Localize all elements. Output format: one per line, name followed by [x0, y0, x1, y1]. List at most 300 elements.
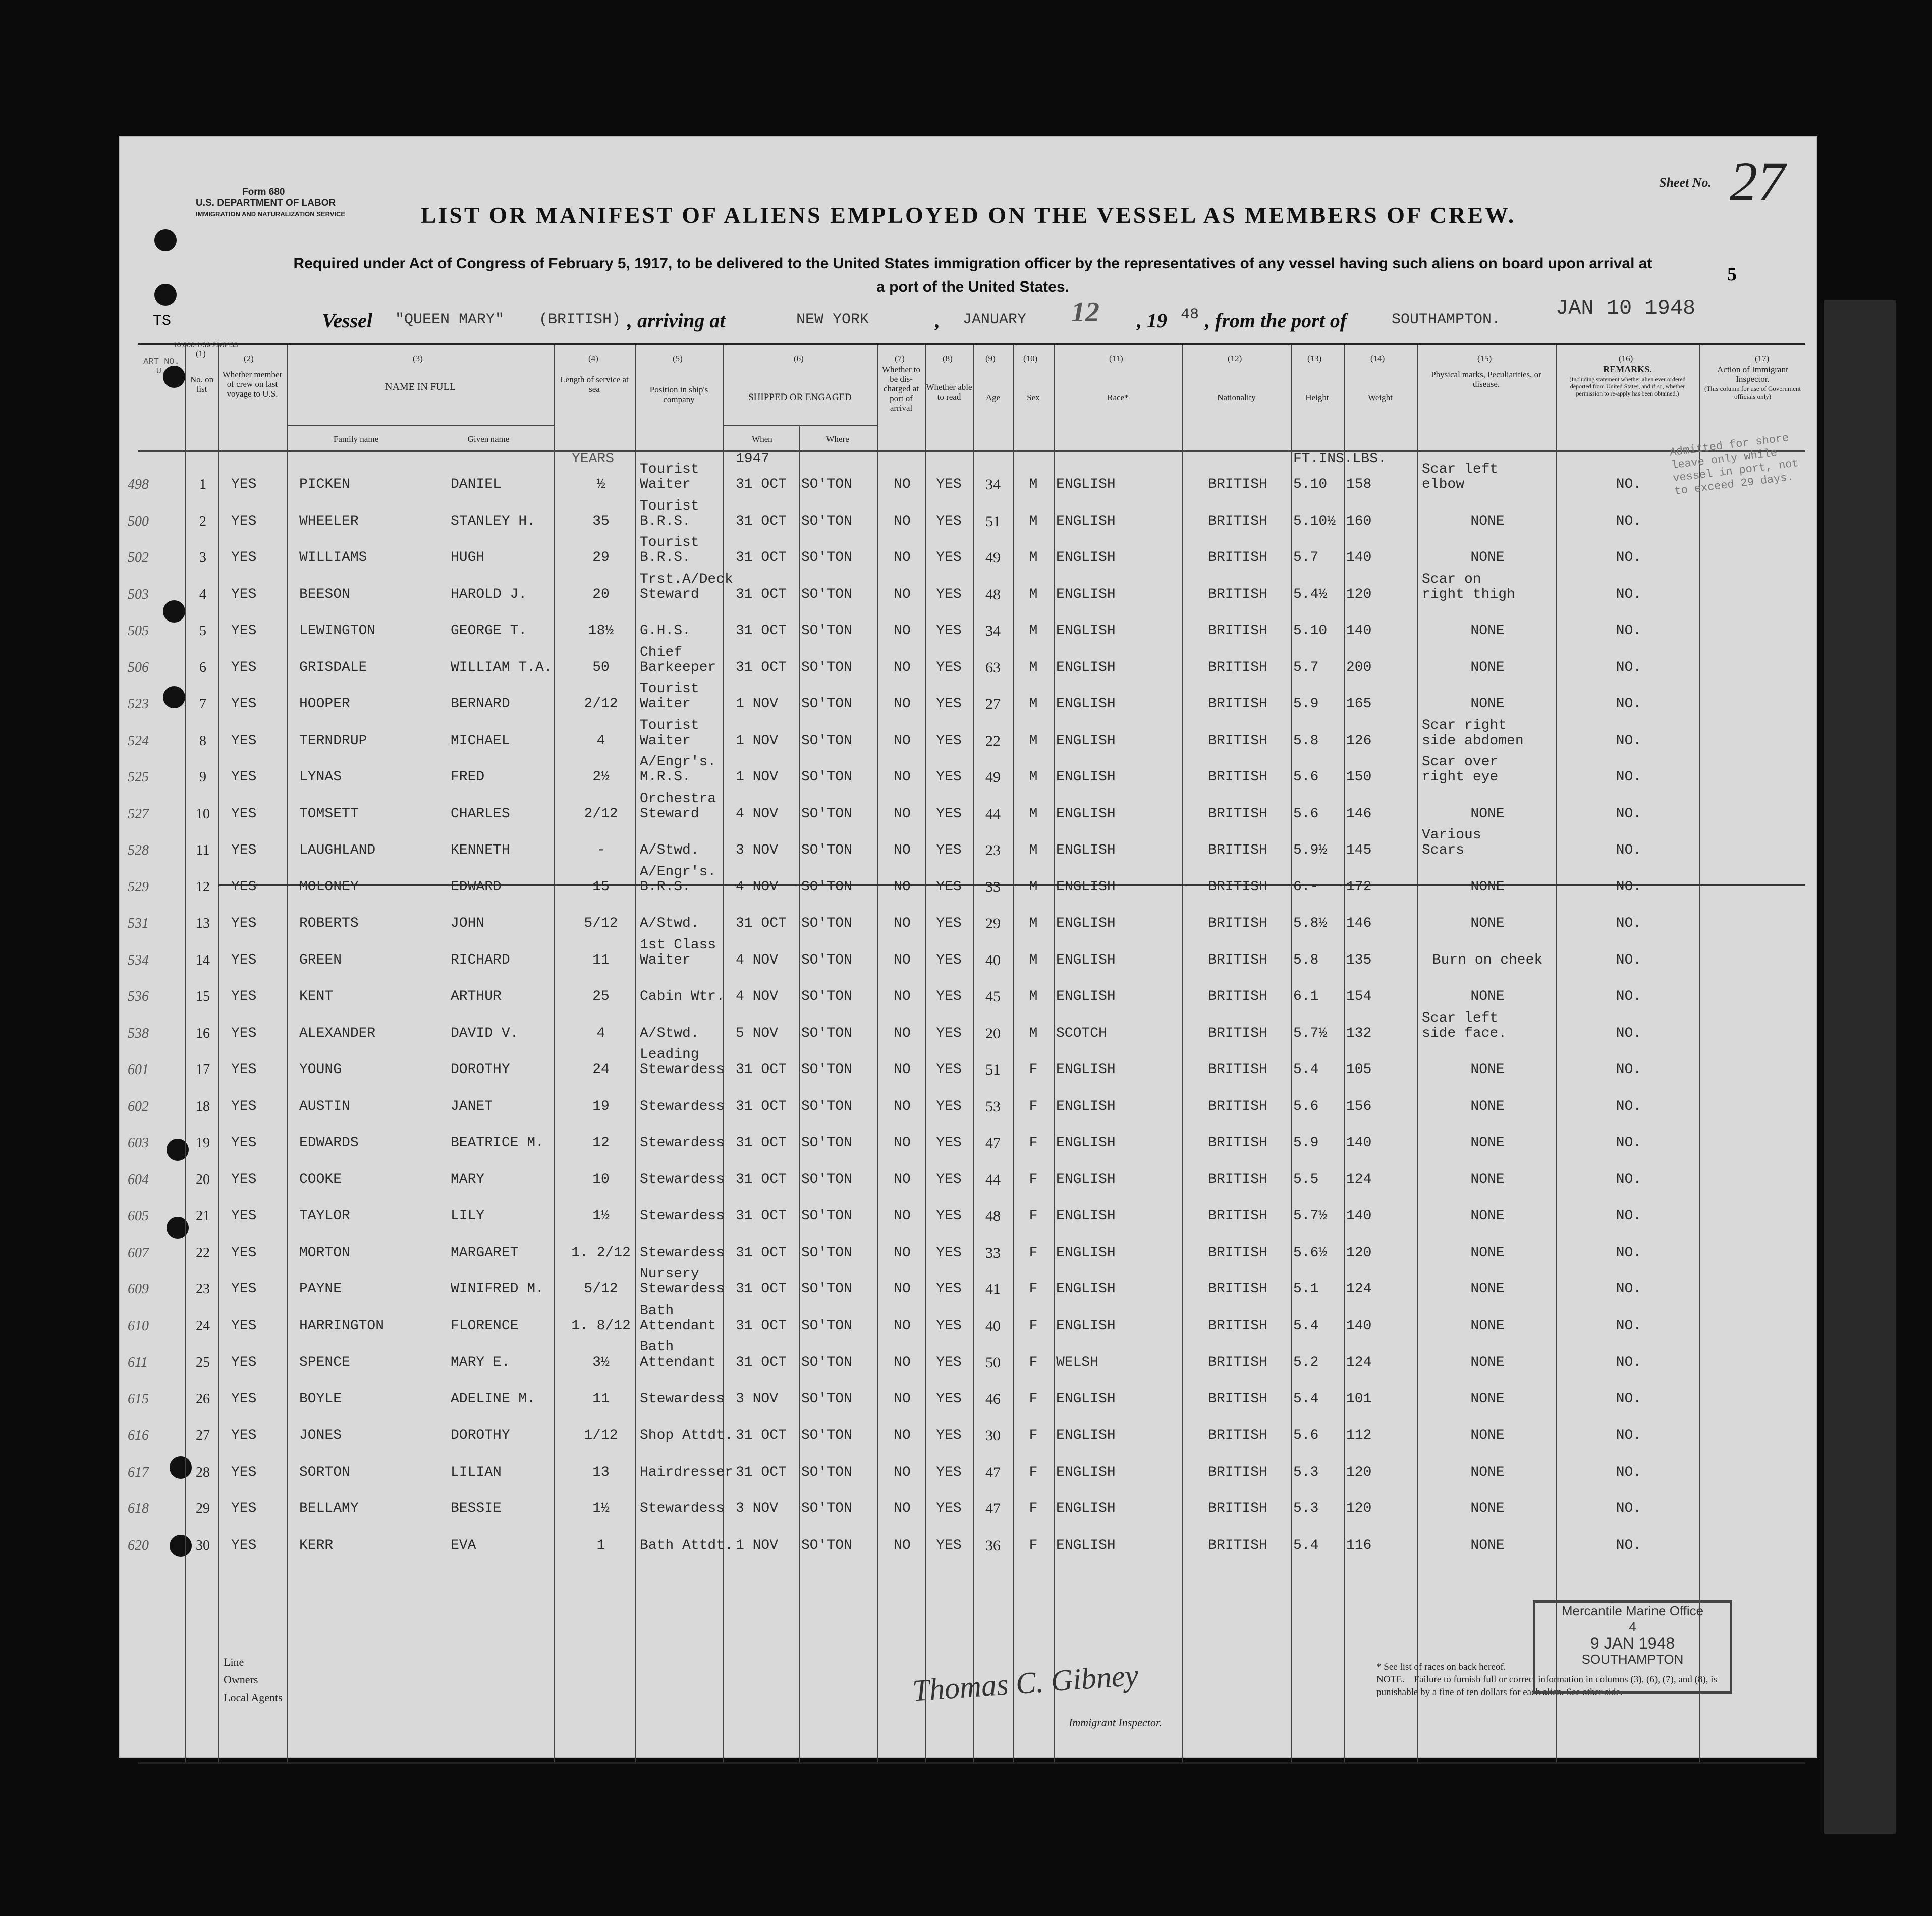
cell-when: 1 NOV: [736, 732, 779, 749]
document-subtitle: Required under Act of Congress of February 5, 1917, to be delivered to the United States immigration officer by the representatives of any vessel having such aliens on board upon arrival at a port of the United States.: [293, 255, 1652, 295]
cell-where: SO'TON: [801, 806, 852, 822]
cell-height: 5.7½: [1293, 1025, 1328, 1041]
cell-read: YES: [936, 916, 962, 931]
cell-disch: NO: [894, 1501, 911, 1516]
cell-marks-line-2: NONE: [1470, 989, 1505, 1004]
cell-last: YES: [231, 989, 257, 1004]
cell-when: 1 NOV: [736, 1537, 779, 1553]
cell-marks-line-2: NONE: [1470, 1245, 1505, 1261]
cell-nat: BRITISH: [1208, 1464, 1267, 1480]
cell-when: 4 NOV: [736, 806, 779, 822]
cell-no: 2: [199, 513, 206, 529]
cell-marks-line-2: NONE: [1470, 1318, 1505, 1334]
cell-art: 523: [128, 696, 149, 712]
cell-weight: 120: [1346, 586, 1372, 602]
cell-weight: 124: [1346, 1281, 1372, 1297]
cell-race: ENGLISH: [1056, 806, 1116, 822]
cell-weight: 124: [1346, 1171, 1372, 1188]
col-num-7: (7): [895, 354, 905, 363]
cell-position-line-2: Stewardess: [640, 1391, 725, 1407]
header-remarks: REMARKS.: [1603, 364, 1652, 374]
cell-nat: BRITISH: [1208, 989, 1267, 1004]
cell-nat: BRITISH: [1208, 659, 1267, 675]
cell-race: ENGLISH: [1056, 1245, 1116, 1261]
cell-art: 506: [128, 659, 149, 675]
cell-sex: F: [1029, 1171, 1038, 1188]
cell-remarks: NO.: [1616, 1464, 1642, 1480]
cell-sex: F: [1029, 1098, 1038, 1114]
cell-race: ENGLISH: [1056, 696, 1116, 712]
penalty-note: NOTE.—Failure to furnish full or correct information in columns (3), (6), (7), and (8), is punishable by a fine of ten dollars for each alien. See other side.: [1376, 1674, 1717, 1698]
cell-weight: 154: [1346, 989, 1372, 1004]
cell-last: YES: [231, 1135, 257, 1151]
cell-nat: BRITISH: [1208, 1025, 1267, 1041]
cell-age: 41: [985, 1281, 1001, 1298]
cell-family: LEWINGTON: [299, 623, 376, 639]
cell-age: 23: [985, 842, 1001, 859]
cell-when: 31 OCT: [736, 1355, 787, 1370]
cell-given: STANLEY H.: [451, 513, 536, 529]
cell-when: 31 OCT: [736, 1135, 787, 1151]
cell-service: 5/12: [584, 916, 618, 931]
cell-race: ENGLISH: [1056, 732, 1116, 749]
cell-when: 5 NOV: [736, 1025, 779, 1041]
cell-weight: 146: [1346, 916, 1372, 931]
cell-disch: NO: [894, 806, 911, 822]
col-num-10: (10): [1023, 354, 1038, 363]
cell-service: 15: [592, 879, 610, 895]
form-number: Form 680: [242, 187, 285, 197]
cell-when: 31 OCT: [736, 477, 787, 492]
footer-agents-label: Local Agents: [224, 1691, 283, 1704]
margin-art-label: ART NO. U.: [143, 357, 180, 376]
cell-when: 31 OCT: [736, 1098, 787, 1114]
cell-family: MOLONEY: [299, 879, 359, 895]
cell-marks-line-2: NONE: [1470, 1098, 1505, 1114]
cell-when: 31 OCT: [736, 1428, 787, 1443]
cell-nat: BRITISH: [1208, 550, 1267, 566]
cell-where: SO'TON: [801, 1464, 852, 1480]
service-unit: YEARS: [572, 451, 615, 467]
cell-remarks: NO.: [1616, 623, 1642, 639]
cell-where: SO'TON: [801, 1281, 852, 1297]
cell-disch: NO: [894, 842, 911, 858]
cell-position-line-2: A/Stwd.: [640, 916, 699, 931]
cell-marks-line-2: right eye: [1422, 769, 1499, 785]
cell-race: ENGLISH: [1056, 916, 1116, 931]
cell-age: 34: [985, 476, 1001, 493]
cell-service: 2½: [592, 769, 610, 785]
cell-sex: M: [1029, 989, 1038, 1004]
cell-given: JOHN: [451, 916, 485, 931]
cell-marks-line-2: NONE: [1470, 916, 1505, 931]
cell-last: YES: [231, 952, 257, 968]
cell-position-line-2: B.R.S.: [640, 550, 691, 566]
cell-art: 618: [128, 1501, 149, 1516]
cell-no: 14: [196, 952, 210, 968]
cell-nat: BRITISH: [1208, 513, 1267, 529]
cell-nat: BRITISH: [1208, 586, 1267, 602]
cell-marks-line-1: Scar left: [1422, 462, 1499, 477]
cell-position-line-2: Barkeeper: [640, 659, 716, 675]
cell-no: 19: [196, 1135, 210, 1151]
cell-remarks: NO.: [1616, 989, 1642, 1004]
cell-sex: M: [1029, 696, 1038, 712]
cell-service: 4: [596, 732, 605, 749]
cell-weight: 126: [1346, 732, 1372, 749]
cell-position-line-2: Stewardess: [640, 1135, 725, 1151]
cell-art: 615: [128, 1391, 149, 1407]
cell-service: 1. 8/12: [571, 1318, 631, 1334]
stamp-line-1: Mercantile Marine Office: [1561, 1603, 1704, 1618]
header-where: Where: [826, 434, 849, 444]
cell-given: CHARLES: [451, 806, 510, 822]
cell-given: RICHARD: [451, 952, 510, 968]
cell-art: 607: [128, 1245, 149, 1261]
cell-no: 18: [196, 1098, 210, 1114]
cell-age: 34: [985, 623, 1001, 639]
cell-service: 3½: [592, 1355, 610, 1370]
inspector-signature: Thomas C. Gibney: [911, 1658, 1140, 1708]
mercantile-marine-stamp: [1533, 1600, 1732, 1694]
cell-service: 29: [592, 550, 610, 566]
department-name: U.S. DEPARTMENT OF LABOR: [196, 198, 336, 208]
cell-marks-line-2: NONE: [1470, 513, 1505, 529]
height-weight-unit: FT.INS.LBS.: [1293, 451, 1387, 467]
cell-art: 525: [128, 769, 149, 785]
cell-when: 31 OCT: [736, 659, 787, 675]
cell-when: 31 OCT: [736, 1062, 787, 1078]
cell-family: HOOPER: [299, 696, 350, 712]
cell-where: SO'TON: [801, 842, 852, 858]
cell-service: 2/12: [584, 696, 618, 712]
cell-marks-line-2: NONE: [1470, 1537, 1505, 1553]
cell-race: ENGLISH: [1056, 769, 1116, 785]
cell-position-line-2: Waiter: [640, 696, 691, 712]
cell-height: 5.6: [1293, 806, 1319, 822]
cell-weight: 116: [1346, 1537, 1372, 1553]
cell-service: 35: [592, 513, 610, 529]
header-age: Age: [985, 392, 1001, 402]
ts-mark: TS: [153, 313, 172, 330]
cell-given: EVA: [451, 1537, 476, 1553]
cell-age: 51: [985, 1061, 1001, 1078]
header-name-in-full: NAME IN FULL: [385, 381, 456, 392]
cell-when: 1 NOV: [736, 769, 779, 785]
cell-height: 5.8½: [1293, 916, 1328, 931]
cell-marks-line-2: NONE: [1470, 1281, 1505, 1297]
cell-read: YES: [936, 952, 962, 968]
cell-read: YES: [936, 1391, 962, 1407]
cell-nat: BRITISH: [1208, 477, 1267, 492]
cell-disch: NO: [894, 550, 911, 566]
cell-service: 13: [592, 1464, 610, 1480]
cell-when: 31 OCT: [736, 586, 787, 602]
cell-no: 5: [199, 623, 206, 639]
cell-age: 47: [985, 1463, 1001, 1481]
departure-port: SOUTHAMPTON.: [1392, 311, 1501, 328]
cell-race: ENGLISH: [1056, 477, 1116, 492]
cell-position-line-2: Cabin Wtr.: [640, 989, 725, 1004]
cell-height: 5.9: [1293, 696, 1319, 712]
cell-read: YES: [936, 1355, 962, 1370]
cell-no: 1: [199, 477, 206, 492]
cell-read: YES: [936, 769, 962, 785]
col-num-4: (4): [588, 354, 598, 363]
cell-race: ENGLISH: [1056, 1135, 1116, 1151]
cell-disch: NO: [894, 1391, 911, 1407]
cell-weight: 140: [1346, 1208, 1372, 1224]
cell-given: BERNARD: [451, 696, 510, 712]
cell-race: ENGLISH: [1056, 659, 1116, 675]
cell-art: 498: [128, 477, 149, 492]
cell-age: 50: [985, 1354, 1001, 1371]
cell-remarks: NO.: [1616, 806, 1642, 822]
cell-no: 4: [199, 586, 206, 602]
cell-weight: 140: [1346, 550, 1372, 566]
cell-no: 8: [199, 732, 206, 749]
cell-race: ENGLISH: [1056, 513, 1116, 529]
manifest-table: [128, 343, 1805, 1764]
cell-disch: NO: [894, 769, 911, 785]
cell-service: 11: [592, 952, 610, 968]
year-prefix: , 19: [1137, 309, 1167, 332]
cell-art: 617: [128, 1464, 149, 1480]
cell-last: YES: [231, 1428, 257, 1443]
cell-sex: F: [1029, 1355, 1038, 1370]
cell-last: YES: [231, 1171, 257, 1188]
cell-family: WILLIAMS: [299, 550, 367, 566]
cell-height: 5.6: [1293, 1098, 1319, 1114]
cell-nat: BRITISH: [1208, 1501, 1267, 1516]
cell-sex: F: [1029, 1501, 1038, 1516]
cell-sex: M: [1029, 623, 1038, 639]
cell-family: TERNDRUP: [299, 732, 367, 749]
cell-last: YES: [231, 1391, 257, 1407]
cell-disch: NO: [894, 1428, 911, 1443]
cell-age: 47: [985, 1135, 1001, 1151]
cell-height: 5.7: [1293, 659, 1319, 675]
cell-family: ROBERTS: [299, 916, 359, 931]
cell-weight: 132: [1346, 1025, 1372, 1041]
cell-remarks: NO.: [1616, 659, 1642, 675]
cell-family: LYNAS: [299, 769, 342, 785]
cell-race: ENGLISH: [1056, 550, 1116, 566]
header-remarks-detail: (Including statement whether alien ever ordered deported from United States, and if so, whether permission to re-apply has been obtained.): [1569, 376, 1686, 397]
cell-last: YES: [231, 769, 257, 785]
cell-no: 13: [196, 916, 210, 931]
cell-position-line-2: Waiter: [640, 952, 691, 968]
cell-height: 5.5: [1293, 1171, 1319, 1188]
cell-service: 1: [596, 1537, 605, 1553]
cell-read: YES: [936, 732, 962, 749]
cell-disch: NO: [894, 1318, 911, 1334]
cell-height: 5.6: [1293, 1428, 1319, 1443]
cell-nat: BRITISH: [1208, 1208, 1267, 1224]
cell-art: 603: [128, 1135, 149, 1151]
cell-height: 5.4: [1293, 1537, 1319, 1553]
cell-height: 5.8: [1293, 732, 1319, 749]
cell-marks-line-2: right thigh: [1422, 586, 1515, 602]
stamp-line-3: 9 JAN 1948: [1590, 1634, 1675, 1652]
header-length-of-service: Length of service at sea: [560, 375, 629, 394]
cell-sex: F: [1029, 1208, 1038, 1224]
cell-where: SO'TON: [801, 1171, 852, 1188]
cell-family: YOUNG: [299, 1062, 342, 1078]
cell-family: SORTON: [299, 1464, 350, 1480]
cell-sex: F: [1029, 1537, 1038, 1553]
cell-marks-line-2: side face.: [1422, 1025, 1507, 1041]
cell-age: 40: [985, 951, 1001, 969]
cell-nat: BRITISH: [1208, 806, 1267, 822]
cell-age: 20: [985, 1025, 1001, 1042]
cell-service: 1½: [592, 1501, 610, 1516]
cell-service: 1½: [592, 1208, 610, 1224]
received-stamp: JAN 10 1948: [1556, 296, 1696, 320]
cell-disch: NO: [894, 1355, 911, 1370]
cell-last: YES: [231, 916, 257, 931]
cell-sex: M: [1029, 586, 1038, 602]
col-num-15: (15): [1477, 354, 1492, 363]
cell-weight: 101: [1346, 1391, 1372, 1407]
cell-race: ENGLISH: [1056, 1318, 1116, 1334]
cell-where: SO'TON: [801, 623, 852, 639]
cell-age: 44: [985, 1171, 1001, 1188]
col-num-11: (11): [1109, 354, 1123, 363]
cell-where: SO'TON: [801, 1501, 852, 1516]
cell-weight: 112: [1346, 1428, 1372, 1443]
cell-position-line-1: Chief: [640, 644, 683, 660]
cell-weight: 145: [1346, 842, 1372, 858]
cell-remarks: NO.: [1616, 1281, 1642, 1297]
manifest-sheet: [120, 137, 1816, 1757]
cell-no: 29: [196, 1501, 210, 1516]
cell-remarks: NO.: [1616, 586, 1642, 602]
cell-age: 27: [985, 696, 1001, 712]
cell-sex: F: [1029, 1281, 1038, 1297]
cell-age: 33: [985, 878, 1001, 895]
cell-race: ENGLISH: [1056, 1281, 1116, 1297]
cell-remarks: NO.: [1616, 1135, 1642, 1151]
cell-remarks: NO.: [1616, 696, 1642, 712]
cell-art: 502: [128, 550, 149, 566]
cell-when: 3 NOV: [736, 1391, 779, 1407]
cell-given: FRED: [451, 769, 485, 785]
cell-race: ENGLISH: [1056, 1062, 1116, 1078]
service-name: IMMIGRATION AND NATURALIZATION SERVICE: [196, 210, 346, 218]
cell-art: 503: [128, 586, 149, 602]
cell-nat: BRITISH: [1208, 1098, 1267, 1114]
cell-read: YES: [936, 659, 962, 675]
cell-family: JONES: [299, 1428, 342, 1443]
cell-age: 49: [985, 769, 1001, 785]
cell-given: MARY: [451, 1171, 485, 1188]
cell-family: KENT: [299, 989, 334, 1004]
cell-family: HARRINGTON: [299, 1318, 384, 1334]
cell-position-line-2: Stewardess: [640, 1501, 725, 1516]
cell-read: YES: [936, 1428, 962, 1443]
cell-where: SO'TON: [801, 477, 852, 492]
cell-given: LILIAN: [451, 1464, 502, 1480]
cell-where: SO'TON: [801, 732, 852, 749]
cell-where: SO'TON: [801, 769, 852, 785]
header-position: Position in ship's company: [649, 385, 708, 404]
cell-weight: 140: [1346, 1135, 1372, 1151]
cell-service: 19: [592, 1098, 610, 1114]
cell-disch: NO: [894, 879, 911, 895]
cell-nat: BRITISH: [1208, 916, 1267, 931]
cell-family: TAYLOR: [299, 1208, 350, 1224]
cell-position-line-2: Stewardess: [640, 1245, 725, 1261]
cell-family: GRISDALE: [299, 659, 367, 675]
cell-service: -: [596, 842, 605, 858]
cell-remarks: NO.: [1616, 1537, 1642, 1553]
cell-family: COOKE: [299, 1171, 342, 1188]
cell-marks-line-2: elbow: [1422, 477, 1465, 492]
cell-art: 616: [128, 1428, 149, 1443]
cell-height: 5.1: [1293, 1281, 1319, 1297]
cell-art: 611: [128, 1355, 148, 1370]
cell-art: 609: [128, 1281, 149, 1297]
cell-service: 50: [592, 659, 610, 675]
cell-family: TOMSETT: [299, 806, 359, 822]
cell-last: YES: [231, 879, 257, 895]
cell-when: 31 OCT: [736, 1208, 787, 1224]
cell-read: YES: [936, 1135, 962, 1151]
cell-art: 524: [128, 732, 149, 749]
document-title: LIST OR MANIFEST OF ALIENS EMPLOYED ON THE VESSEL AS MEMBERS OF CREW.: [420, 202, 1516, 228]
cell-marks-line-2: side abdomen: [1422, 732, 1524, 749]
cell-race: ENGLISH: [1056, 1537, 1116, 1553]
cell-nat: BRITISH: [1208, 1428, 1267, 1443]
cell-last: YES: [231, 842, 257, 858]
cell-last: YES: [231, 586, 257, 602]
cell-when: 4 NOV: [736, 989, 779, 1004]
cell-where: SO'TON: [801, 1391, 852, 1407]
cell-nat: BRITISH: [1208, 623, 1267, 639]
cell-race: ENGLISH: [1056, 586, 1116, 602]
cell-height: 5.4: [1293, 1318, 1319, 1334]
cell-marks-line-2: NONE: [1470, 806, 1505, 822]
cell-no: 28: [196, 1464, 210, 1480]
stamp-line-4: SOUTHAMPTON: [1581, 1652, 1684, 1667]
cell-where: SO'TON: [801, 1537, 852, 1553]
vessel-flag: (BRITISH): [539, 311, 621, 328]
header-no-on-list: No. on list: [190, 375, 214, 394]
cell-when: 4 NOV: [736, 879, 779, 895]
cell-where: SO'TON: [801, 1318, 852, 1334]
cell-family: BEESON: [299, 586, 350, 602]
cell-height: 5.8: [1293, 952, 1319, 968]
cell-marks-line-1: Scar over: [1422, 754, 1499, 770]
cell-remarks: NO.: [1616, 1501, 1642, 1516]
cell-age: 33: [985, 1244, 1001, 1261]
cell-height: 5.10: [1293, 623, 1328, 639]
cell-race: ENGLISH: [1056, 842, 1116, 858]
cell-height: 6.-: [1293, 879, 1319, 895]
cell-no: 6: [199, 659, 206, 675]
cell-height: 5.10: [1293, 477, 1328, 492]
cell-no: 3: [199, 550, 206, 566]
corner-number: 5: [1727, 264, 1737, 285]
cell-marks-line-2: NONE: [1470, 1464, 1505, 1480]
cell-service: 12: [592, 1135, 610, 1151]
cell-marks-line-2: NONE: [1470, 1171, 1505, 1188]
cell-position-line-2: Attendant: [640, 1318, 716, 1334]
cell-remarks: NO.: [1616, 513, 1642, 529]
cell-read: YES: [936, 989, 962, 1004]
races-note: * See list of races on back hereof.: [1376, 1662, 1506, 1672]
